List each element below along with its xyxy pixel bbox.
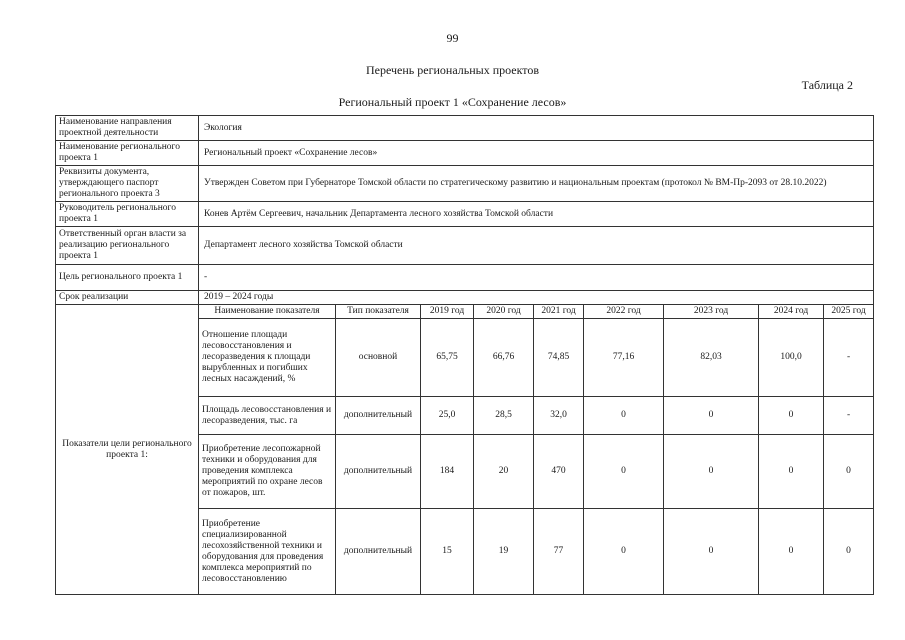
passport-label: Ответственный орган власти за реализацию регионального проекта 1 — [56, 227, 199, 265]
passport-value: - — [199, 265, 874, 291]
passport-label: Срок реализации — [56, 291, 199, 305]
indicator-value: - — [824, 397, 874, 435]
indicator-value: 20 — [474, 435, 534, 509]
indicator-value: 0 — [759, 435, 824, 509]
indicator-type: дополнительный — [336, 397, 421, 435]
passport-row — [56, 166, 874, 202]
indicator-value: 82,03 — [664, 319, 759, 397]
indicator-value: - — [824, 319, 874, 397]
indicator-value: 19 — [474, 509, 534, 595]
indicator-value: 0 — [664, 509, 759, 595]
passport-value: Экология — [199, 116, 874, 141]
passport-label: Цель регионального проекта 1 — [56, 265, 199, 291]
passport-row — [56, 291, 874, 305]
project-passport-table — [55, 115, 874, 595]
indicator-value: 0 — [759, 397, 824, 435]
indicator-name: Приобретение специализированной лесохозяйственной техники и оборудования для проведения комплекса мероприятий по лесовосстановлению — [199, 509, 336, 595]
indicator-value: 0 — [824, 435, 874, 509]
page-number: 99 — [446, 31, 459, 45]
column-header: 2025 год — [824, 305, 874, 319]
column-header: 2020 год — [474, 305, 534, 319]
indicator-value: 0 — [824, 509, 874, 595]
indicator-value: 100,0 — [759, 319, 824, 397]
indicator-value: 28,5 — [474, 397, 534, 435]
indicator-type: основной — [336, 319, 421, 397]
indicator-value: 470 — [534, 435, 584, 509]
indicator-name: Приобретение лесопожарной техники и оборудования для проведения комплекса мероприятий по охране лесов от пожаров, шт. — [199, 435, 336, 509]
passport-row — [56, 116, 874, 141]
column-header: Тип показателя — [336, 305, 421, 319]
passport-row — [56, 265, 874, 291]
indicator-value: 25,0 — [421, 397, 474, 435]
passport-value: Утвержден Советом при Губернаторе Томской области по стратегическому развитию и национальным проектам (протокол № ВМ-Пр-2093 от 28.10.2022) — [199, 166, 874, 202]
indicator-value: 15 — [421, 509, 474, 595]
indicator-value: 0 — [584, 509, 664, 595]
indicator-name: Отношение площади лесовосстановления и лесоразведения к площади вырубленных и погибших лесных насаждений, % — [199, 319, 336, 397]
column-header: 2022 год — [584, 305, 664, 319]
indicator-header-row — [56, 305, 874, 319]
table-label: Таблица 2 — [801, 78, 853, 92]
indicator-value: 65,75 — [421, 319, 474, 397]
indicator-name: Площадь лесовосстановления и лесоразведения, тыс. га — [199, 397, 336, 435]
indicators-label: Показатели цели регионального проекта 1: — [56, 305, 199, 595]
indicator-type: дополнительный — [336, 435, 421, 509]
indicator-value: 0 — [584, 435, 664, 509]
passport-row — [56, 202, 874, 227]
passport-label: Реквизиты документа, утверждающего паспорт регионального проекта 3 — [56, 166, 199, 202]
indicator-value: 32,0 — [534, 397, 584, 435]
column-header: 2024 год — [759, 305, 824, 319]
passport-value: Департамент лесного хозяйства Томской области — [199, 227, 874, 265]
passport-row — [56, 227, 874, 265]
indicator-value: 74,85 — [534, 319, 584, 397]
passport-row — [56, 141, 874, 166]
indicator-value: 0 — [584, 397, 664, 435]
indicator-type: дополнительный — [336, 509, 421, 595]
indicator-value: 77,16 — [584, 319, 664, 397]
indicator-value: 184 — [421, 435, 474, 509]
passport-value: Региональный проект «Сохранение лесов» — [199, 141, 874, 166]
passport-value: 2019 – 2024 годы — [199, 291, 874, 305]
list-title: Перечень региональных проектов — [365, 63, 540, 77]
indicator-value: 66,76 — [474, 319, 534, 397]
project-title: Региональный проект 1 «Сохранение лесов» — [338, 95, 567, 109]
column-header: Наименование показателя — [199, 305, 336, 319]
column-header: 2021 год — [534, 305, 584, 319]
indicator-value: 77 — [534, 509, 584, 595]
indicator-value: 0 — [759, 509, 824, 595]
passport-label: Руководитель регионального проекта 1 — [56, 202, 199, 227]
passport-value: Конев Артём Сергеевич, начальник Департамента лесного хозяйства Томской области — [199, 202, 874, 227]
indicator-value: 0 — [664, 397, 759, 435]
indicator-value: 0 — [664, 435, 759, 509]
column-header: 2023 год — [664, 305, 759, 319]
column-header: 2019 год — [421, 305, 474, 319]
passport-label: Наименование направления проектной деятельности — [56, 116, 199, 141]
passport-label: Наименование регионального проекта 1 — [56, 141, 199, 166]
